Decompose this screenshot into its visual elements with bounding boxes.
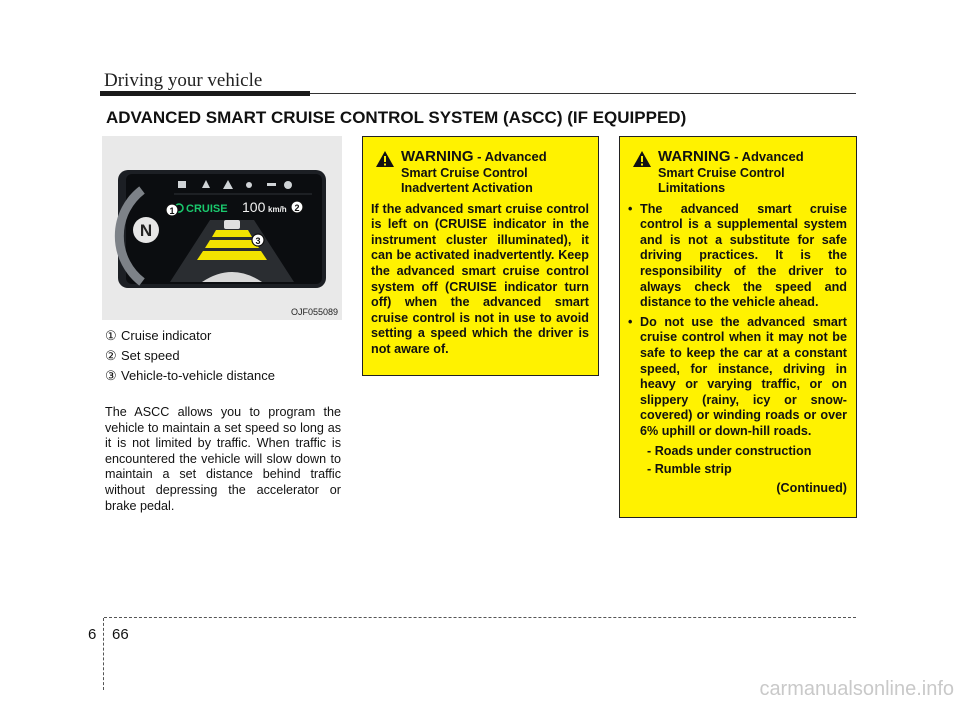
legend-item: ③ Vehicle-to-vehicle distance	[105, 368, 275, 383]
callout-1	[166, 204, 178, 216]
warning-triangle-icon	[375, 150, 395, 168]
warning-header: WARNING - Advanced Smart Cruise Control Inadvertent Activation	[371, 149, 589, 196]
warning-triangle-icon	[632, 150, 652, 168]
set-speed-unit: km/h	[268, 205, 287, 214]
warning-sub-item: - Rumble strip	[647, 462, 732, 477]
warning-subtitle: Smart Cruise Control Inadvertent Activation	[401, 165, 533, 195]
lead-vehicle-icon	[224, 220, 240, 229]
warning-label: WARNING	[658, 148, 731, 165]
watermark: carmanualsonline.info	[759, 678, 954, 700]
svg-text:3: 3	[255, 236, 261, 246]
svg-text:1: 1	[169, 206, 175, 216]
cluster-display-illustration	[102, 136, 342, 320]
callout-2	[291, 201, 303, 213]
chapter-title: Driving your vehicle	[104, 70, 263, 91]
warning-body: If the advanced smart cruise control is left on (CRUISE indicator in the instrument cluster illuminated), it can be activated inadvertently. Keep the advanced smart cruise control system off (CRUISE indicator turn off) when the advanced smart cruise control is not in use to avoid setting a speed which the driver is not aware of.	[371, 201, 589, 356]
cruise-indicator-text: CRUISE	[186, 203, 228, 215]
set-speed-value: 100	[242, 199, 266, 215]
figure-legend	[105, 326, 275, 386]
warning-sub-item: - Roads under construction	[647, 443, 812, 458]
warning-subtitle: Smart Cruise Control Limitations	[658, 165, 785, 195]
header-bar	[100, 91, 310, 96]
header-rule	[310, 93, 856, 94]
warning-bullet: • Do not use the advanced smart cruise control when it may not be safe to keep the car at a constant speed, for instance, driving in heavy or varying traffic, or on slippery (rainy, icy or snow-covered) or winding roads or over 6% uphill or down-hill roads.	[628, 314, 847, 438]
warning-bullet: • The advanced smart cruise control is a supplemental system and is not a substitute for safe driving practices. It is the responsibility of the driver to always check the speed and distance to the vehicle ahead.	[628, 201, 847, 310]
continued-label: (Continued)	[776, 480, 847, 495]
svg-text:2: 2	[294, 203, 300, 213]
page-section-number: 6	[88, 626, 97, 643]
cluster-figure	[102, 136, 342, 320]
warning-box-limitations	[619, 136, 857, 518]
page-number: 66	[112, 626, 129, 643]
footer-vertical-rule	[103, 618, 104, 690]
warning-box-activation	[362, 136, 599, 376]
warning-label: WARNING	[401, 148, 474, 165]
section-title: ADVANCED SMART CRUISE CONTROL SYSTEM (ASCC) (IF EQUIPPED)	[106, 108, 687, 127]
legend-item: ① Cruise indicator	[105, 328, 212, 343]
drive-mode-letter: N	[139, 221, 153, 240]
legend-item: ② Set speed	[105, 348, 180, 363]
warning-header: WARNING - Advanced Smart Cruise Control Limitations	[628, 149, 847, 196]
footer-rule	[104, 617, 856, 618]
body-paragraph: The ASCC allows you to program the vehicle to maintain a set speed so long as it is not limited by traffic. When traffic is encountered the vehicle will slow down to maintain a set distance behind traffic without depressing the accelerator or brake pedal.	[105, 405, 341, 513]
figure-code: OJF055089	[290, 307, 338, 317]
callout-3	[252, 234, 264, 246]
